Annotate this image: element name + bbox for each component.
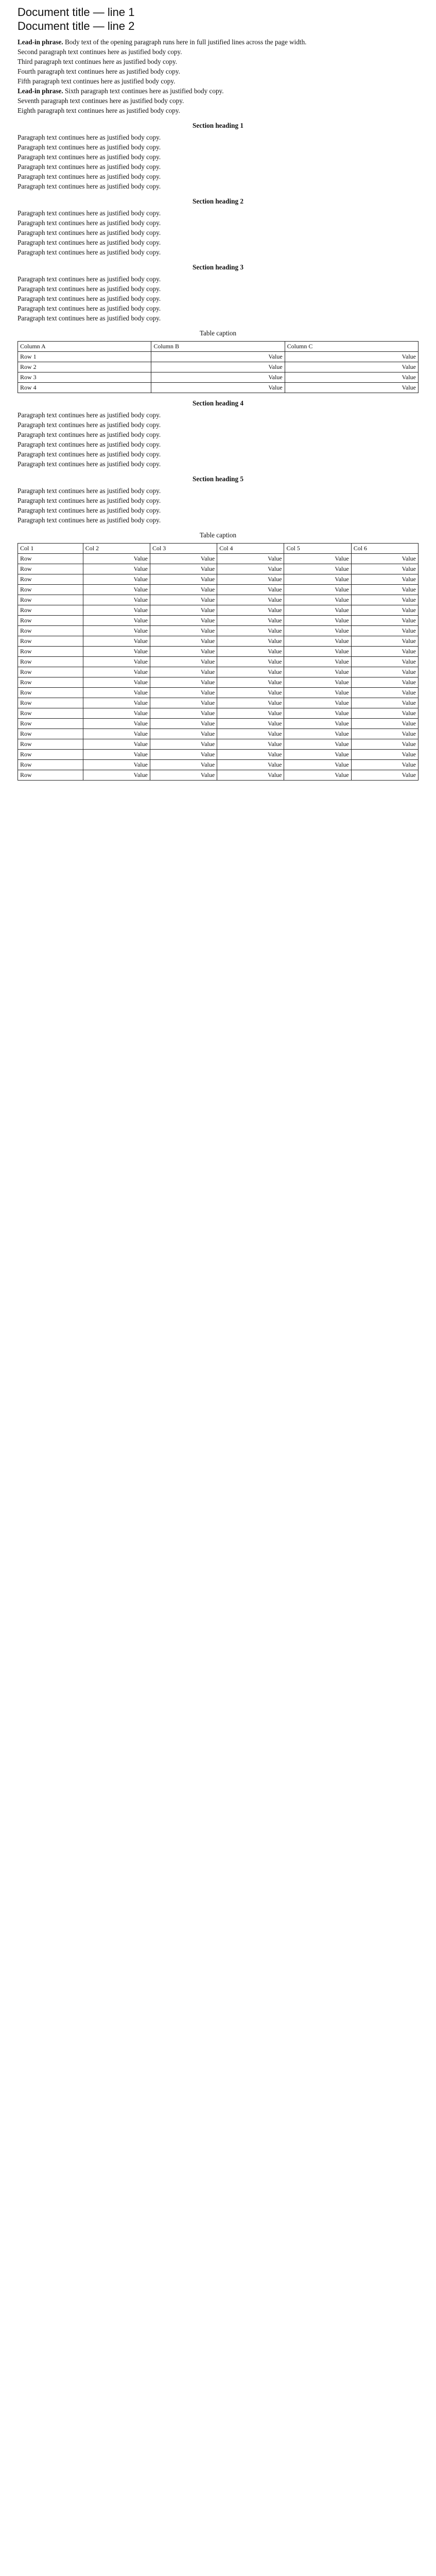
table-2-row-cell: Value xyxy=(351,739,418,750)
table-2-row xyxy=(18,657,418,667)
table-2-row xyxy=(18,585,418,595)
table-2-header: Col 5 xyxy=(284,544,351,554)
table-1-header: Column B xyxy=(151,342,285,352)
intro-paragraph-2 xyxy=(18,47,418,57)
table-2-row-cell: Value xyxy=(150,574,217,585)
table-2-row-cell: Value xyxy=(284,574,351,585)
table-1-row-cell: Value xyxy=(151,352,285,362)
table-2-row-cell: Row xyxy=(18,750,83,760)
table-2-row-cell: Value xyxy=(284,657,351,667)
table-2-row-cell: Value xyxy=(83,739,150,750)
table-1-header: Column A xyxy=(18,342,151,352)
table-2-row-cell: Value xyxy=(83,657,150,667)
table-2-header: Col 6 xyxy=(351,544,418,554)
table-2-row-cell: Value xyxy=(284,626,351,636)
table-2-row-cell: Value xyxy=(217,750,284,760)
section-3-paragraph: Paragraph text continues here as justified body copy. xyxy=(18,275,161,283)
intro-paragraph-3-text: Third paragraph text continues here as justified body copy. xyxy=(18,58,178,65)
table-2-row-cell: Value xyxy=(351,585,418,595)
table-2-row-cell: Value xyxy=(284,750,351,760)
section-2-heading: Section heading 2 xyxy=(193,197,243,205)
table-2-row-cell: Row xyxy=(18,688,83,698)
table-1-row-cell: Value xyxy=(151,362,285,372)
table-2-row-cell: Value xyxy=(284,636,351,647)
intro-paragraph-1-text: Body text of the opening paragraph runs here in full justified lines across the page width. xyxy=(63,38,307,46)
intro-paragraph-1-lead: Lead-in phrase. xyxy=(18,38,63,46)
table-2-row-cell: Value xyxy=(351,657,418,667)
table-2-row-cell: Value xyxy=(217,657,284,667)
section-3-paragraph: Paragraph text continues here as justified body copy. xyxy=(18,314,161,322)
table-1-row-cell: Value xyxy=(285,362,418,372)
table-2-row-cell: Value xyxy=(217,647,284,657)
table-2-row-cell: Value xyxy=(351,688,418,698)
intro-paragraph-6 xyxy=(18,86,418,96)
page-title-line-1: Document title — line 1 xyxy=(18,6,135,19)
table-2-row-cell: Value xyxy=(284,605,351,616)
table-2-row-cell: Value xyxy=(150,636,217,647)
table-2-row xyxy=(18,688,418,698)
table-2-row-cell: Row xyxy=(18,626,83,636)
table-2-row-cell: Value xyxy=(284,739,351,750)
table-2-header: Col 1 xyxy=(18,544,83,554)
table-2-row-cell: Value xyxy=(83,729,150,739)
table-2-row-cell: Value xyxy=(217,719,284,729)
table-2-row xyxy=(18,626,418,636)
table-2-row-cell: Row xyxy=(18,554,83,564)
table-2-row-cell: Value xyxy=(217,667,284,677)
table-2-row-cell: Value xyxy=(217,708,284,719)
table-2-grid xyxy=(18,543,418,781)
section-2-paragraph: Paragraph text continues here as justified body copy. xyxy=(18,229,161,236)
table-2-row-cell: Value xyxy=(83,585,150,595)
table-2-row-cell: Value xyxy=(351,677,418,688)
table-2-row-cell: Value xyxy=(351,574,418,585)
table-2-row xyxy=(18,739,418,750)
table-2-row-cell: Value xyxy=(217,626,284,636)
table-1-row-cell: Value xyxy=(285,383,418,393)
intro-paragraph-4-text: Fourth paragraph text continues here as justified body copy. xyxy=(18,67,180,75)
table-2-row-cell: Value xyxy=(150,750,217,760)
table-2-row-cell: Row xyxy=(18,719,83,729)
table-1-grid xyxy=(18,341,418,393)
table-2-row xyxy=(18,719,418,729)
table-2-row-cell: Value xyxy=(217,739,284,750)
table-2-row-cell: Value xyxy=(150,677,217,688)
section-1-heading: Section heading 1 xyxy=(193,122,243,129)
table-2-row-cell: Value xyxy=(351,605,418,616)
section-4 xyxy=(18,398,418,469)
intro-paragraph-7 xyxy=(18,96,418,106)
table-2-row-cell: Value xyxy=(150,554,217,564)
table-2-row-cell: Value xyxy=(284,719,351,729)
table-2-row-cell: Value xyxy=(83,616,150,626)
table-2-row-cell: Value xyxy=(284,647,351,657)
table-2-row-cell: Row xyxy=(18,770,83,781)
table-2-row-cell: Value xyxy=(83,605,150,616)
table-1-row-cell: Value xyxy=(285,372,418,383)
table-2-row-cell: Value xyxy=(351,595,418,605)
table-2-row-cell: Value xyxy=(150,739,217,750)
section-5-paragraph: Paragraph text continues here as justified body copy. xyxy=(18,516,161,524)
table-2-row-cell: Row xyxy=(18,667,83,677)
table-2-row-cell: Row xyxy=(18,739,83,750)
table-2-row-cell: Value xyxy=(284,667,351,677)
table-2-row-cell: Value xyxy=(217,616,284,626)
table-2-row-cell: Row xyxy=(18,585,83,595)
section-3-paragraph: Paragraph text continues here as justified body copy. xyxy=(18,285,161,293)
table-2-row-cell: Value xyxy=(284,616,351,626)
table-1-row xyxy=(18,352,418,362)
table-2-row-cell: Value xyxy=(150,708,217,719)
table-2-row-cell: Value xyxy=(217,636,284,647)
table-2-row-cell: Value xyxy=(351,647,418,657)
intro-paragraph-3 xyxy=(18,57,418,66)
section-1-paragraph: Paragraph text continues here as justified body copy. xyxy=(18,143,161,151)
table-2-row xyxy=(18,574,418,585)
section-4-paragraph: Paragraph text continues here as justified body copy. xyxy=(18,450,161,458)
table-2-row-cell: Value xyxy=(351,760,418,770)
table-1-header: Column C xyxy=(285,342,418,352)
page-title xyxy=(18,5,418,33)
table-2-row xyxy=(18,770,418,781)
table-2-row-cell: Value xyxy=(351,770,418,781)
intro-paragraph-8-text: Eighth paragraph text continues here as justified body copy. xyxy=(18,107,180,114)
table-2-row xyxy=(18,595,418,605)
table-2-header-row xyxy=(18,544,418,554)
table-2-row-cell: Value xyxy=(284,677,351,688)
section-3-heading: Section heading 3 xyxy=(193,263,243,271)
table-2-row xyxy=(18,554,418,564)
page-title-line-2: Document title — line 2 xyxy=(18,20,135,32)
table-2-row-cell: Value xyxy=(150,770,217,781)
table-2-row-cell: Value xyxy=(217,760,284,770)
section-2-paragraph: Paragraph text continues here as justified body copy. xyxy=(18,219,161,227)
section-4-paragraph: Paragraph text continues here as justified body copy. xyxy=(18,460,161,468)
table-2-row-cell: Value xyxy=(217,574,284,585)
table-2-row-cell: Value xyxy=(150,698,217,708)
table-2-row xyxy=(18,605,418,616)
intro-paragraph-1 xyxy=(18,37,418,47)
table-2-row-cell: Row xyxy=(18,605,83,616)
table-2-row-cell: Value xyxy=(150,585,217,595)
table-2-row-cell: Value xyxy=(150,564,217,574)
table-2-header: Col 4 xyxy=(217,544,284,554)
table-2-row-cell: Value xyxy=(284,554,351,564)
table-2-row-cell: Value xyxy=(83,750,150,760)
table-2-row-cell: Value xyxy=(150,626,217,636)
table-1-caption: Table caption xyxy=(199,329,237,337)
table-2-row-cell: Value xyxy=(150,688,217,698)
intro-paragraph-5-text: Fifth paragraph text continues here as justified body copy. xyxy=(18,77,176,85)
table-2-row-cell: Value xyxy=(83,708,150,719)
table-2-row-cell: Value xyxy=(150,595,217,605)
table-2-row-cell: Value xyxy=(83,719,150,729)
table-1-row xyxy=(18,362,418,372)
bottom-spacer xyxy=(18,786,418,792)
table-2-row-cell: Value xyxy=(83,554,150,564)
intro-paragraph-4 xyxy=(18,66,418,76)
table-2-row-cell: Value xyxy=(217,677,284,688)
table-2-row xyxy=(18,750,418,760)
table-2-row xyxy=(18,708,418,719)
table-2-caption: Table caption xyxy=(199,531,237,539)
intro-paragraph-5 xyxy=(18,76,418,86)
intro-paragraph-8 xyxy=(18,106,418,115)
table-2-row-cell: Value xyxy=(351,729,418,739)
table-2-row xyxy=(18,698,418,708)
table-2-row-cell: Value xyxy=(217,688,284,698)
section-1-paragraph: Paragraph text continues here as justified body copy. xyxy=(18,173,161,180)
table-2-row-cell: Value xyxy=(150,657,217,667)
table-2-row xyxy=(18,760,418,770)
table-2-row xyxy=(18,677,418,688)
table-2-row-cell: Value xyxy=(351,626,418,636)
section-5-paragraph: Paragraph text continues here as justified body copy. xyxy=(18,497,161,504)
table-1-row-cell: Value xyxy=(151,383,285,393)
table-2-row-cell: Row xyxy=(18,677,83,688)
table-2-row-cell: Row xyxy=(18,616,83,626)
table-2-row xyxy=(18,729,418,739)
table-2-row-cell: Value xyxy=(83,698,150,708)
table-2-row-cell: Value xyxy=(150,667,217,677)
table-2-row-cell: Value xyxy=(150,760,217,770)
section-1 xyxy=(18,121,418,191)
section-3-paragraph: Paragraph text continues here as justified body copy. xyxy=(18,304,161,312)
table-2-row-cell: Value xyxy=(217,770,284,781)
section-1-paragraph: Paragraph text continues here as justified body copy. xyxy=(18,182,161,190)
table-2-row-cell: Value xyxy=(351,719,418,729)
table-2-row-cell: Value xyxy=(284,564,351,574)
table-2-row-cell: Value xyxy=(83,688,150,698)
section-5-heading: Section heading 5 xyxy=(193,475,243,483)
table-2-row-cell: Value xyxy=(284,770,351,781)
table-2-row-cell: Value xyxy=(284,698,351,708)
table-1 xyxy=(18,328,418,393)
section-5-paragraph: Paragraph text continues here as justified body copy. xyxy=(18,487,161,495)
table-2-row-cell: Value xyxy=(217,585,284,595)
table-2-row-cell: Value xyxy=(351,564,418,574)
table-1-row xyxy=(18,372,418,383)
table-2-row-cell: Value xyxy=(83,770,150,781)
table-1-row-cell: Row 4 xyxy=(18,383,151,393)
table-2-row-cell: Value xyxy=(217,605,284,616)
table-2-row-cell: Value xyxy=(284,585,351,595)
table-2-row-cell: Value xyxy=(217,564,284,574)
table-2-row-cell: Value xyxy=(217,729,284,739)
table-2-row-cell: Value xyxy=(83,760,150,770)
table-2-row-cell: Row xyxy=(18,729,83,739)
table-2-row-cell: Value xyxy=(83,574,150,585)
table-2-row-cell: Value xyxy=(150,647,217,657)
intro-paragraph-6-lead: Lead-in phrase. xyxy=(18,87,63,95)
table-2-row-cell: Value xyxy=(83,595,150,605)
table-2-row xyxy=(18,636,418,647)
table-2-row-cell: Value xyxy=(284,760,351,770)
table-2-row-cell: Value xyxy=(351,636,418,647)
table-2-row-cell: Value xyxy=(284,688,351,698)
table-2-row-cell: Value xyxy=(150,605,217,616)
table-1-row xyxy=(18,383,418,393)
table-2-row xyxy=(18,564,418,574)
table-2-row-cell: Row xyxy=(18,574,83,585)
section-4-paragraph: Paragraph text continues here as justified body copy. xyxy=(18,421,161,429)
table-1-row-cell: Row 2 xyxy=(18,362,151,372)
section-2-paragraph: Paragraph text continues here as justified body copy. xyxy=(18,209,161,217)
table-2-row-cell: Value xyxy=(83,667,150,677)
table-2-row xyxy=(18,616,418,626)
section-5 xyxy=(18,474,418,525)
table-2-row-cell: Row xyxy=(18,760,83,770)
table-2-row-cell: Value xyxy=(150,719,217,729)
table-2-row-cell: Row xyxy=(18,636,83,647)
table-2-row-cell: Value xyxy=(351,708,418,719)
table-2-row-cell: Value xyxy=(150,729,217,739)
section-1-paragraph: Paragraph text continues here as justified body copy. xyxy=(18,133,161,141)
table-2-row-cell: Value xyxy=(83,636,150,647)
table-1-row-cell: Value xyxy=(151,372,285,383)
section-3 xyxy=(18,262,418,323)
table-2-row-cell: Value xyxy=(217,698,284,708)
intro-paragraph-2-text: Second paragraph text continues here as justified body copy. xyxy=(18,48,182,56)
table-2-row-cell: Value xyxy=(150,616,217,626)
table-2-row-cell: Value xyxy=(83,647,150,657)
section-5-paragraph: Paragraph text continues here as justified body copy. xyxy=(18,506,161,514)
table-2-row-cell: Row xyxy=(18,657,83,667)
section-2-paragraph: Paragraph text continues here as justified body copy. xyxy=(18,239,161,246)
intro-paragraph-7-text: Seventh paragraph text continues here as justified body copy. xyxy=(18,97,184,105)
table-2-row-cell: Value xyxy=(83,626,150,636)
table-2-row-cell: Row xyxy=(18,564,83,574)
table-2-row-cell: Value xyxy=(351,554,418,564)
table-2-row-cell: Value xyxy=(83,564,150,574)
table-2-row-cell: Value xyxy=(284,595,351,605)
table-2-row xyxy=(18,647,418,657)
section-1-paragraph: Paragraph text continues here as justified body copy. xyxy=(18,153,161,161)
table-2-row-cell: Value xyxy=(217,595,284,605)
section-4-paragraph: Paragraph text continues here as justified body copy. xyxy=(18,411,161,419)
section-4-paragraph: Paragraph text continues here as justified body copy. xyxy=(18,431,161,438)
table-1-row-cell: Row 1 xyxy=(18,352,151,362)
table-2-row-cell: Row xyxy=(18,698,83,708)
table-1-row-cell: Value xyxy=(285,352,418,362)
intro-paragraph-6-text: Sixth paragraph text continues here as justified body copy. xyxy=(63,87,224,95)
table-2-row-cell: Value xyxy=(284,729,351,739)
table-2-row-cell: Value xyxy=(351,698,418,708)
intro xyxy=(18,37,418,115)
table-2-row-cell: Value xyxy=(284,708,351,719)
table-2-row-cell: Row xyxy=(18,647,83,657)
table-2-row-cell: Value xyxy=(83,677,150,688)
table-2-row-cell: Value xyxy=(351,667,418,677)
table-2-header: Col 3 xyxy=(150,544,217,554)
section-3-paragraph: Paragraph text continues here as justified body copy. xyxy=(18,295,161,302)
table-2 xyxy=(18,530,418,781)
table-1-row-cell: Row 3 xyxy=(18,372,151,383)
table-2-row-cell: Value xyxy=(351,616,418,626)
section-4-paragraph: Paragraph text continues here as justified body copy. xyxy=(18,440,161,448)
table-2-row xyxy=(18,667,418,677)
table-2-row-cell: Row xyxy=(18,708,83,719)
table-2-row-cell: Row xyxy=(18,595,83,605)
section-1-paragraph: Paragraph text continues here as justified body copy. xyxy=(18,163,161,171)
section-2 xyxy=(18,196,418,257)
section-4-heading: Section heading 4 xyxy=(193,399,243,407)
table-2-row-cell: Value xyxy=(351,750,418,760)
table-2-header: Col 2 xyxy=(83,544,150,554)
section-2-paragraph: Paragraph text continues here as justified body copy. xyxy=(18,248,161,256)
table-1-header-row xyxy=(18,342,418,352)
table-2-row-cell: Value xyxy=(217,554,284,564)
